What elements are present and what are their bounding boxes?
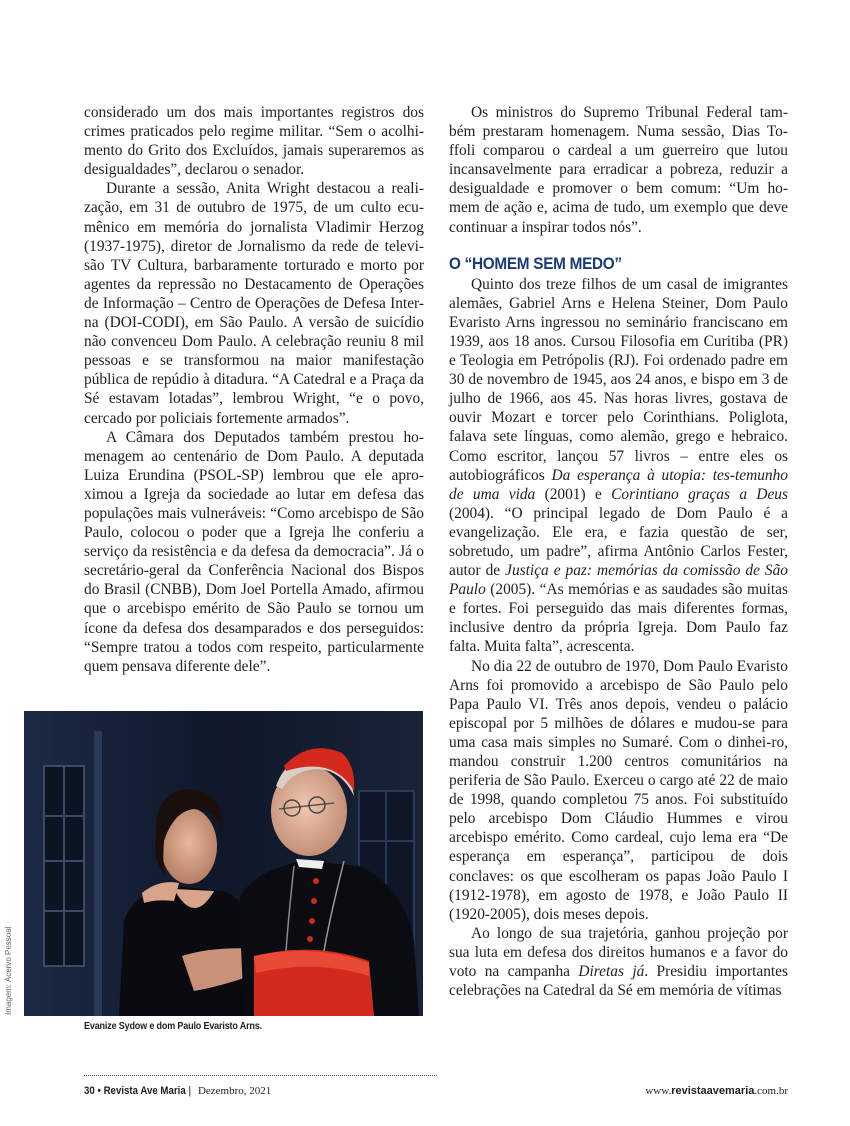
door [44,766,84,966]
paragraph: Durante a sessão, Anita Wright destacou a reali-zação, em 31 de outubro de 1975, de um culto ecu-mênico em memória do jornalista Vladimir Herzog (1937-1975), diretor de Jornalismo da rede de televi-são TV Cultura, barbaramente torturado e morto por agentes da repressão no Destacamento de Operações de Informação – Centro de Operações de Defesa Inter-na (DOI-CODI), em São Paulo. A versão de suicídio não convenceu Dom Paulo. A celebração reuniu 8 mil pessoas e se transformou na maior manifestação pública de repúdio à ditadura. “A Catedral e a Praça da Sé estavam lotadas”, lembrou Wright, “e o povo, cercado por policiais fortemente armados”. [84,180,424,427]
footer-bullet: • [97,1085,101,1097]
paragraph: Os ministros do Supremo Tribunal Federal tam-bém prestaram homenagem. Numa sessão, Dias To-ffoli comparou o cardeal a um guerreiro que lutou incansavelmente para erradicar a pobreza, reduzir a desigualdade e promover o bem comum: “Um ho-mem de ação e, acima de tudo, um exemplo que deve continuar a inspirar todos nós”. [449,104,788,236]
url-brand: revistaavemaria [671,1085,755,1097]
footer-left [84,1085,271,1097]
article-column-right [449,103,788,1000]
paragraph: considerado um dos mais importantes registros dos crimes praticados pelo regime militar. “Sem o acolhi-mento do Grito dos Excluídos, jamais superaremos as desigualdades”, declarou o senador. [84,104,424,179]
issue-date: Dezembro, 2021 [197,1085,272,1097]
footer-url[interactable] [645,1085,788,1097]
paragraph: No dia 22 de outubro de 1970, Dom Paulo Evaristo Arns foi promovido a arcebispo de São Paulo pelo Papa Paulo VI. Três anos depois, vendeu o palácio episcopal por 5 milhões de dólares e mudou-se para uma casa mais simples no Sumaré. Com o dinhei-ro, mandou construir 1.200 centros comunitários na periferia de São Paulo. Exerceu o cargo até 22 de maio de 1998, quando completou 75 anos. Foi substituído pelo arcebispo Dom Cláudio Hummes e virou arcebispo emérito. Como cardeal, cujo lema era “De esperança em esperança”, participou de dois conclaves: os que escolheram os papas João Paulo I (1912-1978), em agosto de 1978, e João Paulo II (1920-2005), dois meses depois. [449,657,788,923]
right-intro-text [449,103,788,237]
photo-illustration [24,711,423,1016]
article-photo [24,711,423,1016]
photo-caption: Evanize Sydow e dom Paulo Evaristo Arns. [84,1020,262,1032]
article-column-left [84,103,424,676]
footer-page-info [84,1085,186,1097]
photo-credit: Imagem: Acervo Pessoal [4,926,13,1015]
paragraph: Quinto dos treze filhos de um casal de imigrantes alemães, Gabriel Arns e Helena Steiner, Dom Paulo Evaristo Arns ingressou no seminário franciscano em 1939, aos 18 anos. Cursou Filosofia em Curitiba (PR) e Teologia em Petrópolis (RJ). Foi ordenado padre em 30 de novembro de 1945, aos 24 anos, e bispo em 3 de julho de 1966, aos 45. Nas horas livres, gostava de ouvir Mozart e torcer pelo Corinthians. Poliglota, falava sete línguas, como alemão, grego e hebraico. Como escritor, lançou 57 livros – entre eles os autobiográficos Da esperança à utopia: tes-temunho de uma vida (2001) e Corintiano graças a Deus (2004). “O principal legado de Dom Paulo é a evangelização. Ele era, e fazia questão de ser, sobretudo, um padre”, afirma Antônio Carlos Fester, autor de Justiça e paz: memórias da comissão de São Paulo (2005). “As memórias e as saudades são muitas e fortes. Foi perseguido das mais diferentes formas, inclusive dentro da própria Igreja. Dom Paulo faz falta. Muita falta”, acrescenta. [449,275,788,656]
url-prefix: www. [645,1085,672,1097]
footer-divider [84,1075,437,1076]
paragraph: Ao longo de sua trajetória, ganhou projeção por sua luta em defesa dos direitos humanos e a favor do voto na campanha Diretas já. Presidiu importantes celebrações na Catedral da Sé em memória de vítimas [449,924,788,1000]
footer-separator: | [188,1085,192,1097]
section-heading: O “HOMEM SEM MEDO” [449,253,622,273]
page-number: 30 [84,1085,95,1097]
url-suffix: .com.br [754,1085,788,1097]
paragraph: A Câmara dos Deputados também prestou ho-menagem ao centenário de Dom Paulo. A deputada Luiza Erundina (PSOL-SP) lembrou que ele apro-ximou a Igreja da sociedade ao lutar em defesa das populações mais vulneráveis: “Como arcebispo de São Paulo, colocou o poder que a Igreja lhe conferiu a serviço da resistência e da defesa da democracia”. Já o secretário-geral da Conferência Nacional dos Bispos do Brasil (CNBB), Dom Joel Portella Amado, afirmou que o arcebispo emérito de São Paulo se tornou um ícone da defesa dos desamparados e dos perseguidos: “Sempre tratou a todos com respeito, particularmente quem pensava diferente dele”. [84,428,424,675]
right-body-text [449,275,788,1001]
publication-name: Revista Ave Maria [103,1085,186,1097]
